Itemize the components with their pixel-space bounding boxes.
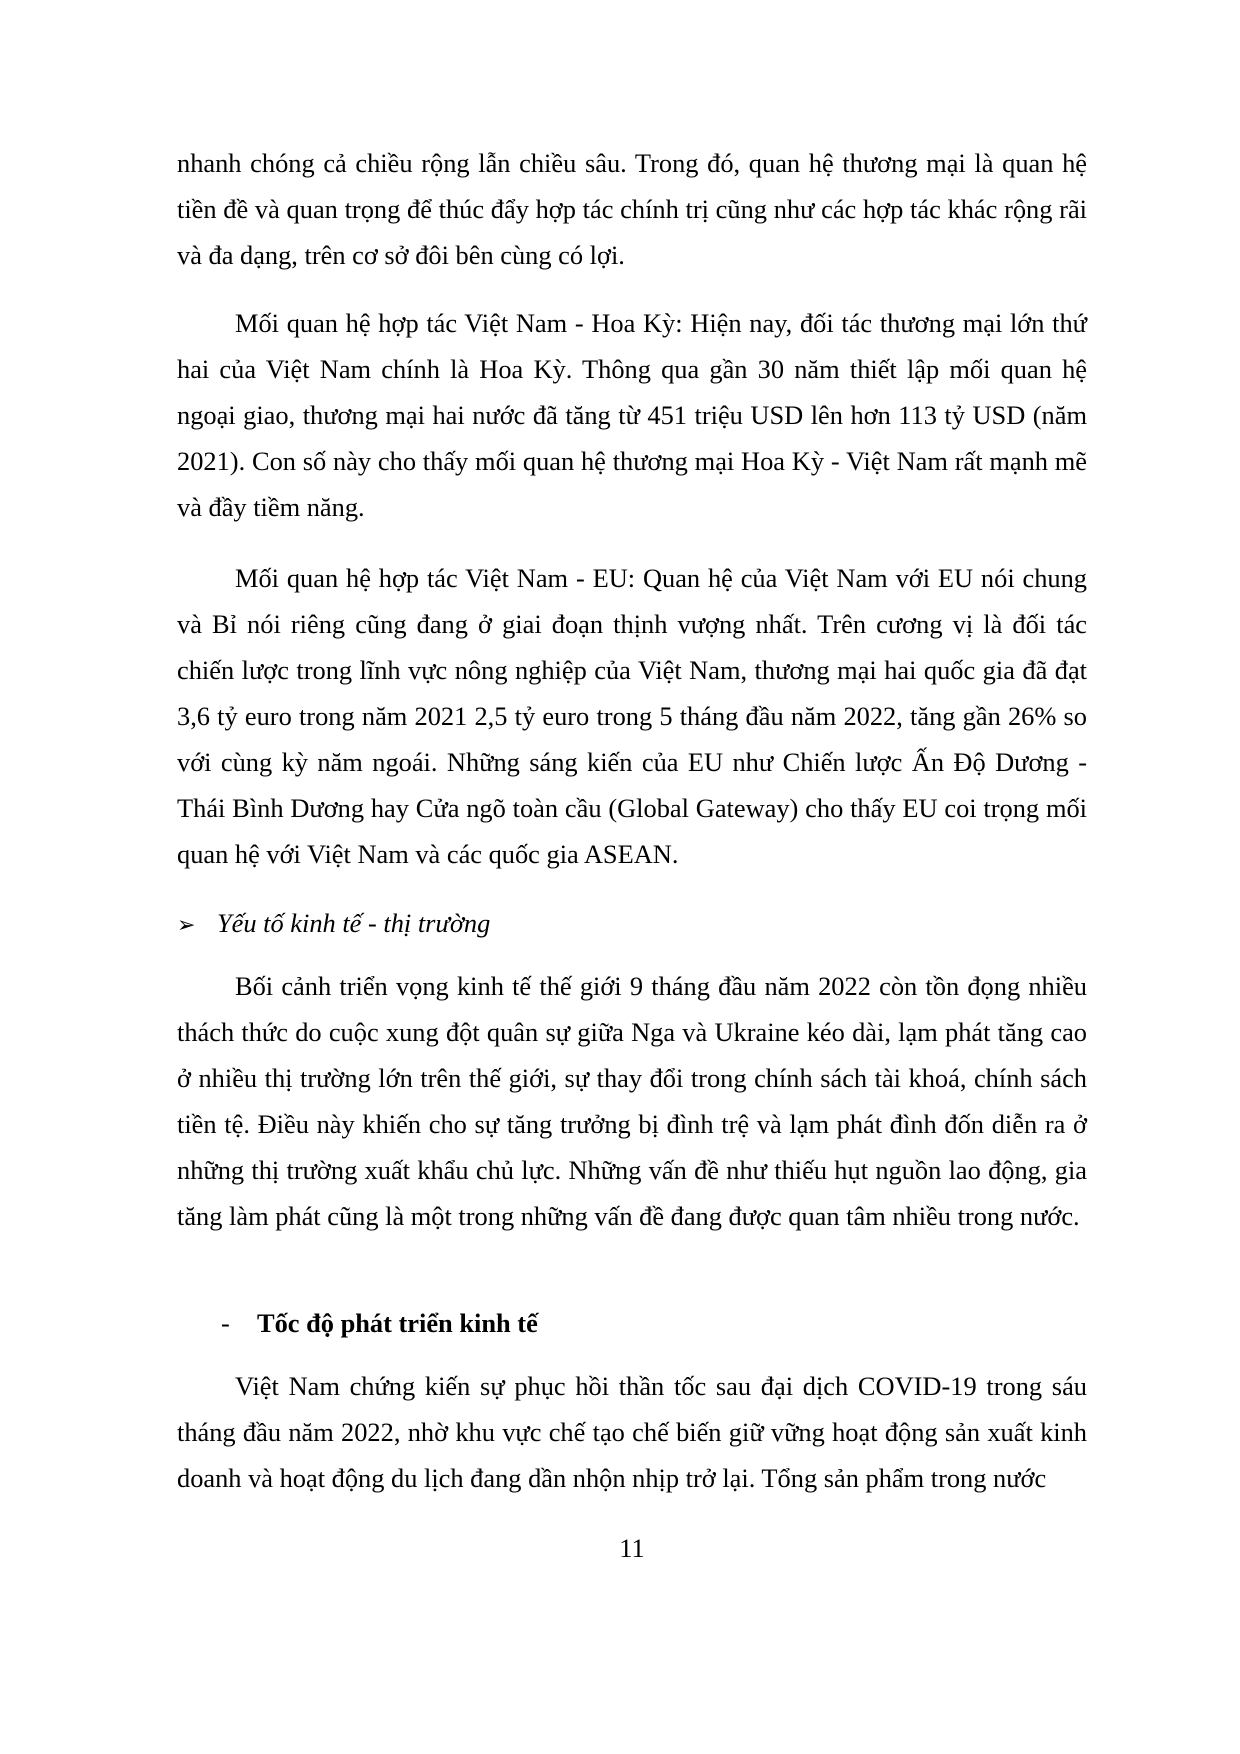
document-page	[177, 0, 1087, 1754]
heading-economic-growth-rate	[177, 1300, 1087, 1346]
heading-economic-market-factors-text: Yếu tố kinh tế - thị trường	[217, 908, 491, 938]
paragraph-trade-relations-intro: nhanh chóng cả chiều rộng lẫn chiều sâu. Trong đó, quan hệ thương mại là quan hệ tiền đề và quan trọng để thúc đẩy hợp tác chính trị cũng như các hợp tác khác rộng rãi và đa dạng, trên cơ sở đôi bên cùng có lợi.	[177, 148, 1087, 270]
page-number: 11	[619, 1533, 645, 1563]
paragraph-vietnam-us-relations: Mối quan hệ hợp tác Việt Nam - Hoa Kỳ: Hiện nay, đối tác thương mại lớn thứ hai của Việt Nam chính là Hoa Kỳ. Thông qua gần 30 năm thiết lập mối quan hệ ngoại giao, thương mại hai nước đã tăng từ 451 triệu USD lên hơn 113 tỷ USD (năm 2021). Con số này cho thấy mối quan hệ thương mại Hoa Kỳ - Việt Nam rất mạnh mẽ và đầy tiềm năng.	[177, 308, 1087, 522]
heading-economic-market-factors	[177, 900, 1087, 948]
paragraph-vietnam-recovery: Việt Nam chứng kiến sự phục hồi thần tốc sau đại dịch COVID-19 trong sáu tháng đầu năm 2022, nhờ khu vực chế tạo chế biến giữ vững hoạt động sản xuất kinh doanh và hoạt động du lịch đang dần nhộn nhịp trở lại. Tổng sản phẩm trong nước	[177, 1371, 1087, 1493]
dash-bullet: -	[221, 1308, 230, 1338]
arrow-bullet-icon: ➢	[177, 912, 196, 937]
paragraph-vietnam-eu-relations: Mối quan hệ hợp tác Việt Nam - EU: Quan hệ của Việt Nam với EU nói chung và Bỉ nói riêng cũng đang ở giai đoạn thịnh vượng nhất. Trên cương vị là đối tác chiến lược trong lĩnh vực nông nghiệp của Việt Nam, thương mại hai quốc gia đã đạt 3,6 tỷ euro trong năm 2021 2,5 tỷ euro trong 5 tháng đầu năm 2022, tăng gần 26% so với cùng kỳ năm ngoái. Những sáng kiến của EU như Chiến lược Ấn Độ Dương - Thái Bình Dương hay Cửa ngõ toàn cầu (Global Gateway) cho thấy EU coi trọng mối quan hệ với Việt Nam và các quốc gia ASEAN.	[177, 563, 1087, 869]
paragraph-world-economic-context: Bối cảnh triển vọng kinh tế thế giới 9 tháng đầu năm 2022 còn tồn đọng nhiều thách thức do cuộc xung đột quân sự giữa Nga và Ukraine kéo dài, lạm phát tăng cao ở nhiều thị trường lớn trên thế giới, sự thay đổi trong chính sách tài khoá, chính sách tiền tệ. Điều này khiến cho sự tăng trưởng bị đình trệ và lạm phát đình đốn diễn ra ở những thị trường xuất khẩu chủ lực. Những vấn đề như thiếu hụt nguồn lao động, gia tăng làm phát cũng là một trong những vấn đề đang được quan tâm nhiều trong nước.	[177, 971, 1087, 1231]
heading-economic-growth-rate-text: Tốc độ phát triển kinh tế	[257, 1308, 538, 1338]
